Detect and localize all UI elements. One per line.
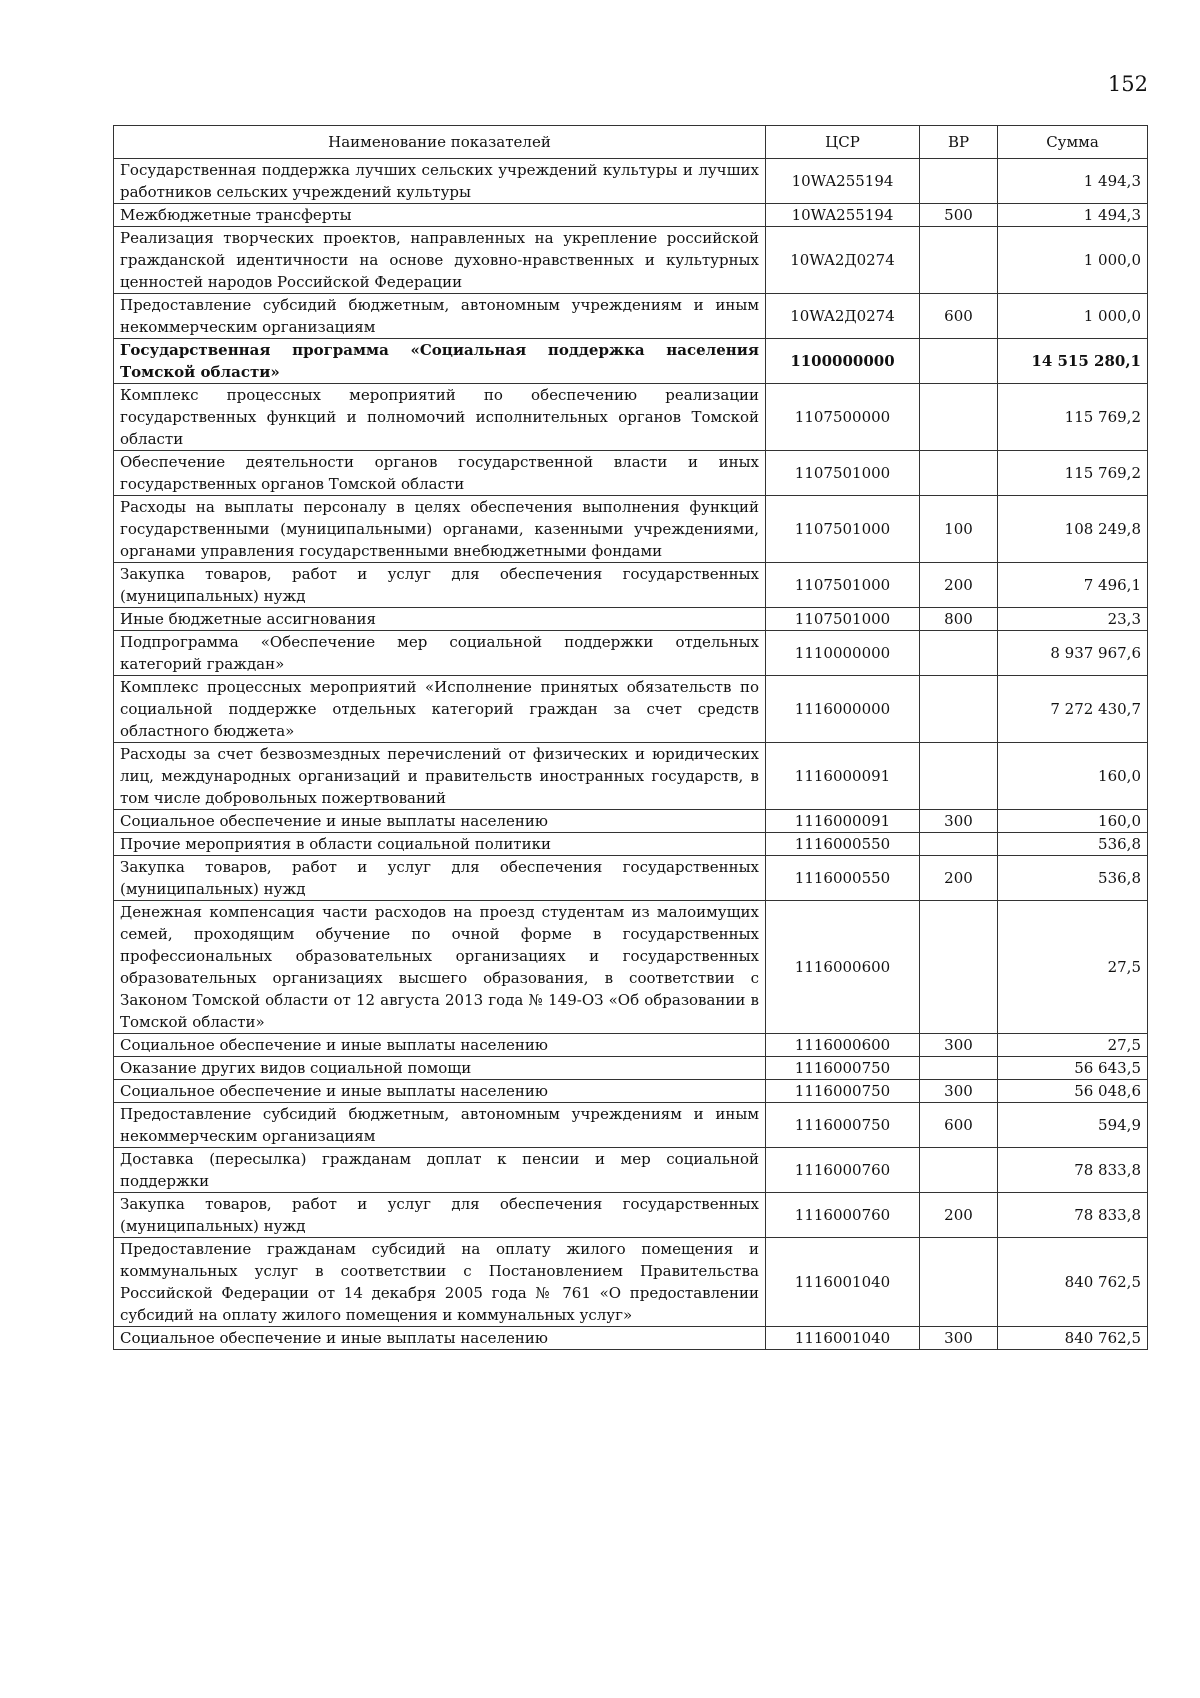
table-row (114, 743, 1148, 810)
cell-vr (920, 901, 998, 1034)
table-row (114, 1193, 1148, 1238)
table-row (114, 608, 1148, 631)
cell-csr: 1110000000 (766, 631, 920, 676)
cell-name: Прочие мероприятия в области социальной политики (114, 833, 766, 856)
page-number: 152 (1107, 72, 1148, 96)
cell-name: Реализация творческих проектов, направленных на укрепление российской гражданской идентичности на основе духовно-нравственных и культурных ценностей народов Российской Федерации (114, 227, 766, 294)
table-row (114, 563, 1148, 608)
cell-vr (920, 339, 998, 384)
cell-name: Оказание других видов социальной помощи (114, 1057, 766, 1080)
cell-vr (920, 1238, 998, 1327)
cell-csr: 1116000750 (766, 1080, 920, 1103)
cell-csr: 1116000760 (766, 1193, 920, 1238)
cell-name: Расходы на выплаты персоналу в целях обеспечения выполнения функций государственными (муниципальными) органами, казенными учреждениями, органами управления государственными внебюджетными фондами (114, 496, 766, 563)
cell-name: Государственная программа «Социальная поддержка населения Томской области» (114, 339, 766, 384)
cell-csr: 1116001040 (766, 1238, 920, 1327)
cell-sum: 56 643,5 (998, 1057, 1148, 1080)
cell-sum: 23,3 (998, 608, 1148, 631)
cell-vr: 500 (920, 204, 998, 227)
cell-sum: 594,9 (998, 1103, 1148, 1148)
cell-vr (920, 227, 998, 294)
cell-vr (920, 631, 998, 676)
table-row (114, 294, 1148, 339)
table-row (114, 227, 1148, 294)
cell-csr: 1100000000 (766, 339, 920, 384)
table-row (114, 833, 1148, 856)
cell-csr: 1116001040 (766, 1327, 920, 1350)
cell-vr (920, 1057, 998, 1080)
cell-sum: 1 000,0 (998, 294, 1148, 339)
cell-name: Иные бюджетные ассигнования (114, 608, 766, 631)
table-row (114, 1238, 1148, 1327)
cell-sum: 108 249,8 (998, 496, 1148, 563)
cell-csr: 1116000091 (766, 810, 920, 833)
header-sum: Сумма (998, 126, 1148, 159)
cell-sum: 840 762,5 (998, 1238, 1148, 1327)
table-row (114, 159, 1148, 204)
cell-vr: 300 (920, 1327, 998, 1350)
cell-vr: 200 (920, 1193, 998, 1238)
cell-csr: 10WA255194 (766, 204, 920, 227)
table-row (114, 676, 1148, 743)
cell-sum: 78 833,8 (998, 1148, 1148, 1193)
cell-name: Обеспечение деятельности органов государственной власти и иных государственных органов Томской области (114, 451, 766, 496)
cell-csr: 1116000550 (766, 856, 920, 901)
cell-name: Предоставление субсидий бюджетным, автономным учреждениям и иным некоммерческим организациям (114, 294, 766, 339)
cell-name: Доставка (пересылка) гражданам доплат к пенсии и мер социальной поддержки (114, 1148, 766, 1193)
table-row (114, 1148, 1148, 1193)
table-row (114, 1103, 1148, 1148)
cell-csr: 1116000750 (766, 1057, 920, 1080)
cell-sum: 1 494,3 (998, 159, 1148, 204)
cell-sum: 160,0 (998, 743, 1148, 810)
cell-name: Государственная поддержка лучших сельских учреждений культуры и лучших работников сельских учреждений культуры (114, 159, 766, 204)
cell-vr: 600 (920, 294, 998, 339)
cell-name: Социальное обеспечение и иные выплаты населению (114, 1080, 766, 1103)
cell-sum: 7 496,1 (998, 563, 1148, 608)
cell-csr: 1116000750 (766, 1103, 920, 1148)
cell-vr (920, 384, 998, 451)
cell-sum: 536,8 (998, 856, 1148, 901)
budget-table (113, 125, 1148, 1350)
table-row (114, 810, 1148, 833)
header-csr: ЦСР (766, 126, 920, 159)
cell-csr: 1116000600 (766, 1034, 920, 1057)
table-row (114, 384, 1148, 451)
cell-csr: 10WA2Д0274 (766, 227, 920, 294)
cell-vr: 800 (920, 608, 998, 631)
header-vr: ВР (920, 126, 998, 159)
cell-vr: 300 (920, 1080, 998, 1103)
cell-vr: 300 (920, 810, 998, 833)
table-row (114, 339, 1148, 384)
cell-vr (920, 676, 998, 743)
table-row (114, 1327, 1148, 1350)
cell-name: Закупка товаров, работ и услуг для обеспечения государственных (муниципальных) нужд (114, 856, 766, 901)
table-row (114, 1080, 1148, 1103)
cell-name: Предоставление гражданам субсидий на оплату жилого помещения и коммунальных услуг в соответствии с Постановлением Правительства Российской Федерации от 14 декабря 2005 года № 761 «О предоставлении субсидий на оплату жилого помещения и коммунальных услуг» (114, 1238, 766, 1327)
table-row (114, 856, 1148, 901)
cell-name: Расходы за счет безвозмездных перечислений от физических и юридических лиц, международных организаций и правительств иностранных государств, в том числе добровольных пожертвований (114, 743, 766, 810)
cell-name: Социальное обеспечение и иные выплаты населению (114, 1327, 766, 1350)
cell-csr: 1107501000 (766, 608, 920, 631)
cell-csr: 1116000000 (766, 676, 920, 743)
table-row (114, 901, 1148, 1034)
table-row (114, 1034, 1148, 1057)
cell-sum: 8 937 967,6 (998, 631, 1148, 676)
cell-sum: 1 494,3 (998, 204, 1148, 227)
cell-sum: 27,5 (998, 1034, 1148, 1057)
cell-vr (920, 1148, 998, 1193)
cell-vr (920, 743, 998, 810)
cell-csr: 1116000600 (766, 901, 920, 1034)
cell-sum: 78 833,8 (998, 1193, 1148, 1238)
cell-sum: 1 000,0 (998, 227, 1148, 294)
cell-csr: 1107501000 (766, 563, 920, 608)
cell-sum: 27,5 (998, 901, 1148, 1034)
table-row (114, 204, 1148, 227)
cell-name: Закупка товаров, работ и услуг для обеспечения государственных (муниципальных) нужд (114, 563, 766, 608)
table-row (114, 631, 1148, 676)
cell-vr: 200 (920, 563, 998, 608)
cell-sum: 160,0 (998, 810, 1148, 833)
table-body (114, 159, 1148, 1350)
cell-csr: 1116000091 (766, 743, 920, 810)
cell-vr (920, 451, 998, 496)
cell-csr: 1107501000 (766, 496, 920, 563)
cell-csr: 1107500000 (766, 384, 920, 451)
cell-csr: 1116000760 (766, 1148, 920, 1193)
cell-name: Закупка товаров, работ и услуг для обеспечения государственных (муниципальных) нужд (114, 1193, 766, 1238)
table-row (114, 496, 1148, 563)
cell-csr: 1116000550 (766, 833, 920, 856)
table-header-row (114, 126, 1148, 159)
cell-csr: 10WA255194 (766, 159, 920, 204)
cell-name: Денежная компенсация части расходов на проезд студентам из малоимущих семей, проходящим обучение по очной форме в государственных профессиональных образовательных организациях и государственных образовательных организациях высшего образования, в соответствии с Законом Томской области от 12 августа 2013 года № 149-ОЗ «Об образовании в Томской области» (114, 901, 766, 1034)
cell-sum: 115 769,2 (998, 451, 1148, 496)
cell-csr: 1107501000 (766, 451, 920, 496)
cell-sum: 115 769,2 (998, 384, 1148, 451)
cell-sum: 840 762,5 (998, 1327, 1148, 1350)
cell-sum: 7 272 430,7 (998, 676, 1148, 743)
cell-vr (920, 833, 998, 856)
table-row (114, 1057, 1148, 1080)
cell-sum: 14 515 280,1 (998, 339, 1148, 384)
cell-name: Социальное обеспечение и иные выплаты населению (114, 1034, 766, 1057)
cell-sum: 536,8 (998, 833, 1148, 856)
cell-csr: 10WA2Д0274 (766, 294, 920, 339)
cell-name: Предоставление субсидий бюджетным, автономным учреждениям и иным некоммерческим организациям (114, 1103, 766, 1148)
cell-vr: 300 (920, 1034, 998, 1057)
cell-name: Межбюджетные трансферты (114, 204, 766, 227)
cell-vr (920, 159, 998, 204)
cell-name: Комплекс процессных мероприятий «Исполнение принятых обязательств по социальной поддержке отдельных категорий граждан за счет средств областного бюджета» (114, 676, 766, 743)
cell-sum: 56 048,6 (998, 1080, 1148, 1103)
cell-name: Подпрограмма «Обеспечение мер социальной поддержки отдельных категорий граждан» (114, 631, 766, 676)
cell-name: Комплекс процессных мероприятий по обеспечению реализации государственных функций и полномочий исполнительных органов Томской области (114, 384, 766, 451)
cell-vr: 100 (920, 496, 998, 563)
cell-vr: 200 (920, 856, 998, 901)
table-row (114, 451, 1148, 496)
header-name: Наименование показателей (114, 126, 766, 159)
cell-name: Социальное обеспечение и иные выплаты населению (114, 810, 766, 833)
cell-vr: 600 (920, 1103, 998, 1148)
